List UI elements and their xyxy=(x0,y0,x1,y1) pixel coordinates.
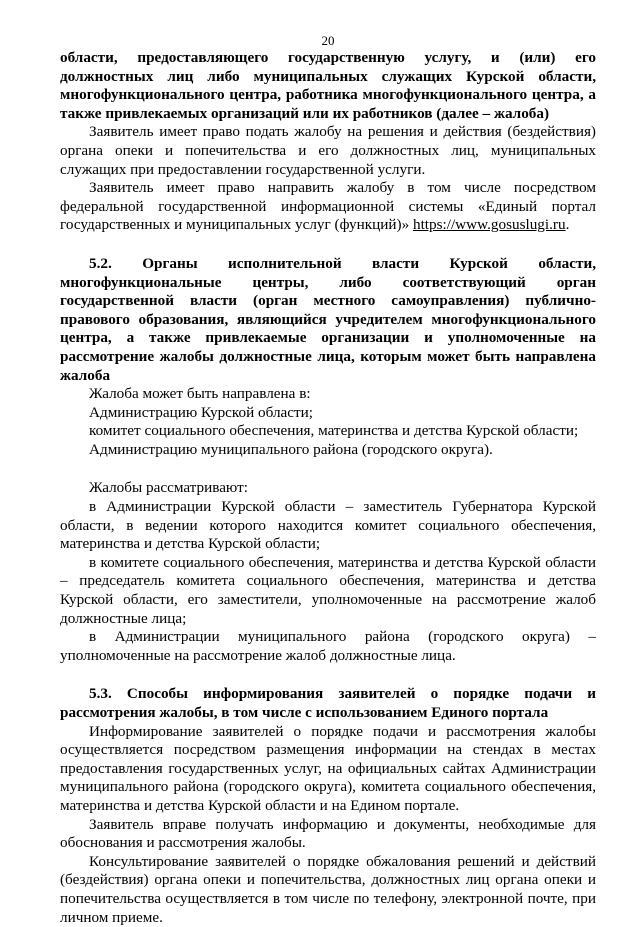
section-5-2-heading: 5.2. Органы исполнительной власти Курской области, многофункциональные центры, либо соответствующий орган государственной власти (орган местного самоуправления) публично-правового образования, являющийся учредителем многофункционального центра, а также привлекаемые организации и уполномоченные на рассмотрение жалобы должностные лица, которым может быть направлена жалоба xyxy=(60,254,596,384)
spacer xyxy=(60,235,596,255)
section-5-2-sent-to-label: Жалоба может быть направлена в: xyxy=(89,385,311,403)
sent-to-item: комитет социального обеспечения, материнства и детства Курской области; xyxy=(89,422,579,440)
intro-paragraph-2 xyxy=(60,179,596,235)
sent-to-item: Администрацию муниципального района (городского округа). xyxy=(89,440,493,458)
section-5-3-paragraph-2: Заявитель вправе получать информацию и документы, необходимые для обоснования и рассмотрения жалобы. xyxy=(60,815,596,852)
gosuslugi-link[interactable]: https://www.gosuslugi.ru xyxy=(412,216,566,234)
section-5-3-paragraph-3: Консультирование заявителей о порядке обжалования решений и действий (бездействия) органа опеки и попечительства, должностных лиц органа опеки и попечительства осуществляется в том числе по телефону, электронной почте, при личном приеме. xyxy=(60,852,596,926)
intro-paragraph-2-text: Заявитель имеет право направить жалобу в том числе посредством федеральной государственной информационной системы «Единый портал государственных и муниципальных услуг (функций)» xyxy=(60,179,596,234)
spacer xyxy=(60,459,596,479)
section-5-2-reviewed-label: Жалобы рассматривают: xyxy=(89,479,248,497)
document-page xyxy=(60,0,596,927)
section-5-3-paragraph-1: Информирование заявителей о порядке подачи и рассмотрения жалобы осуществляется посредством размещения информации на стендах в местах предоставления государственных услуг, на официальных сайтах Администрации муниципального района (городского округа), комитета социального обеспечения, материнства и детства Курской области и на Едином портале. xyxy=(60,722,596,814)
sent-to-item: Администрацию Курской области; xyxy=(89,403,314,421)
intro-paragraph-2-end: . xyxy=(565,216,570,234)
section-5-3-heading: 5.3. Способы информирования заявителей о порядке подачи и рассмотрения жалобы, в том числе с использованием Единого портала xyxy=(60,685,596,721)
page-number: 20 xyxy=(321,33,335,48)
intro-paragraph-1: Заявитель имеет право подать жалобу на решения и действия (бездействия) органа опеки и попечительства и его должностных лиц, муниципальных служащих при предоставлении государственной услуги. xyxy=(60,123,596,178)
reviewed-item: в Администрации Курской области – заместитель Губернатора Курской области, в ведении которого находится комитет социального обеспечения, материнства и детства Курской области; xyxy=(60,498,596,553)
reviewed-item: в Администрации муниципального района (городского округа) – уполномоченные на рассмотрение жалоб должностные лица. xyxy=(60,628,596,664)
intro-bold-continuation: области, предоставляющего государственную услугу, и (или) его должностных лиц либо муниципальных служащих Курской области, многофункционального центра, работника многофункционального центра, а также привлекаемых организаций или их работников (далее – жалоба) xyxy=(60,49,596,122)
spacer xyxy=(60,665,596,685)
reviewed-item: в комитете социального обеспечения, материнства и детства Курской области – председатель комитета социального обеспечения, материнства и детства Курской области, его заместители, уполномоченные на рассмотрение жалоб должностные лица; xyxy=(60,553,596,627)
